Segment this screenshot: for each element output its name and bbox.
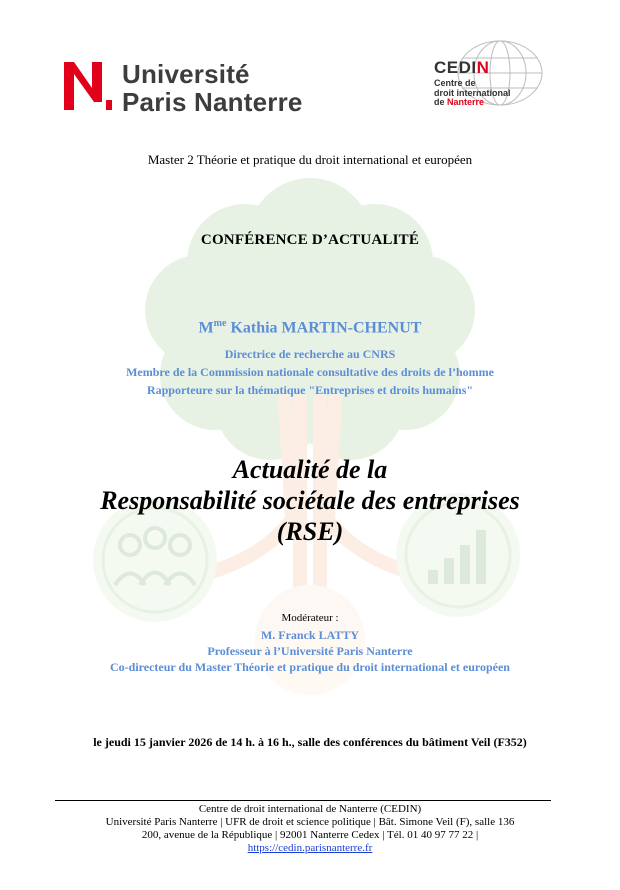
footer-divider <box>55 800 551 801</box>
conference-title-line1: Actualité de la <box>232 455 388 484</box>
speaker-role-2: Membre de la Commission nationale consultative des droits de l’homme <box>126 365 494 379</box>
universite-paris-nanterre-logo <box>62 60 332 120</box>
footer-line-1: Centre de droit international de Nanterre (CEDIN) <box>198 803 422 815</box>
cedin-subtitle <box>434 79 544 108</box>
cedin-word-accent: N <box>476 58 490 77</box>
speaker-prefix: M <box>198 319 214 337</box>
cedin-sub-line3-accent: Nanterre <box>447 97 485 107</box>
cedin-sub-line1: Centre de <box>434 78 476 88</box>
footer-line-2: Université Paris Nanterre | UFR de droit et science politique | Bât. Simone Veil (F), salle 136 <box>105 816 515 828</box>
speaker-role-3: Rapporteure sur la thématique "Entreprises et droits humains" <box>146 383 474 397</box>
event-date-location: le jeudi 15 janvier 2026 de 14 h. à 16 h., salle des conférences du bâtiment Veil (F352) <box>93 735 527 749</box>
moderator-role-2: Co-directeur du Master Théorie et pratique du droit international et européen <box>110 660 510 674</box>
cedin-sub-line3-prefix: de <box>434 97 448 107</box>
footer-link-row <box>0 841 620 855</box>
university-name <box>122 60 303 116</box>
university-name-line2: Paris Nanterre <box>122 87 303 117</box>
moderator-name: M. Franck LATTY <box>260 628 360 642</box>
footer-line-3: 200, avenue de la République | 92001 Nanterre Cedex | Tél. 01 40 97 77 22 | <box>141 829 479 841</box>
cedin-sub-line3 <box>434 98 544 108</box>
cedin-sub-line2: droit international <box>434 87 511 98</box>
conference-type-heading: CONFÉRENCE D’ACTUALITÉ <box>200 232 420 248</box>
speaker-role-1: Directrice de recherche au CNRS <box>224 347 396 361</box>
moderator-role-1: Professeur à l’Université Paris Nanterre <box>207 644 413 658</box>
speaker-name <box>0 318 620 337</box>
conference-title-line3: (RSE) <box>276 517 344 546</box>
moderator-label: Modérateur : <box>281 612 339 624</box>
speaker-prefix-sup: me <box>213 318 227 329</box>
cedin-word-main: CEDI <box>434 58 477 77</box>
speaker-fullname: Kathia MARTIN-CHENUT <box>226 319 422 337</box>
cedin-wordmark <box>434 58 489 78</box>
conference-title-line2: Responsabilité sociétale des entreprises <box>100 486 520 515</box>
master-program-heading: Master 2 Théorie et pratique du droit international et européen <box>147 152 473 167</box>
cedin-logo <box>420 38 550 118</box>
cedin-website-link[interactable]: https://cedin.parisnanterre.fr <box>247 842 373 854</box>
nanterre-n-mark-icon <box>62 62 112 112</box>
university-name-line1: Université <box>122 59 250 89</box>
